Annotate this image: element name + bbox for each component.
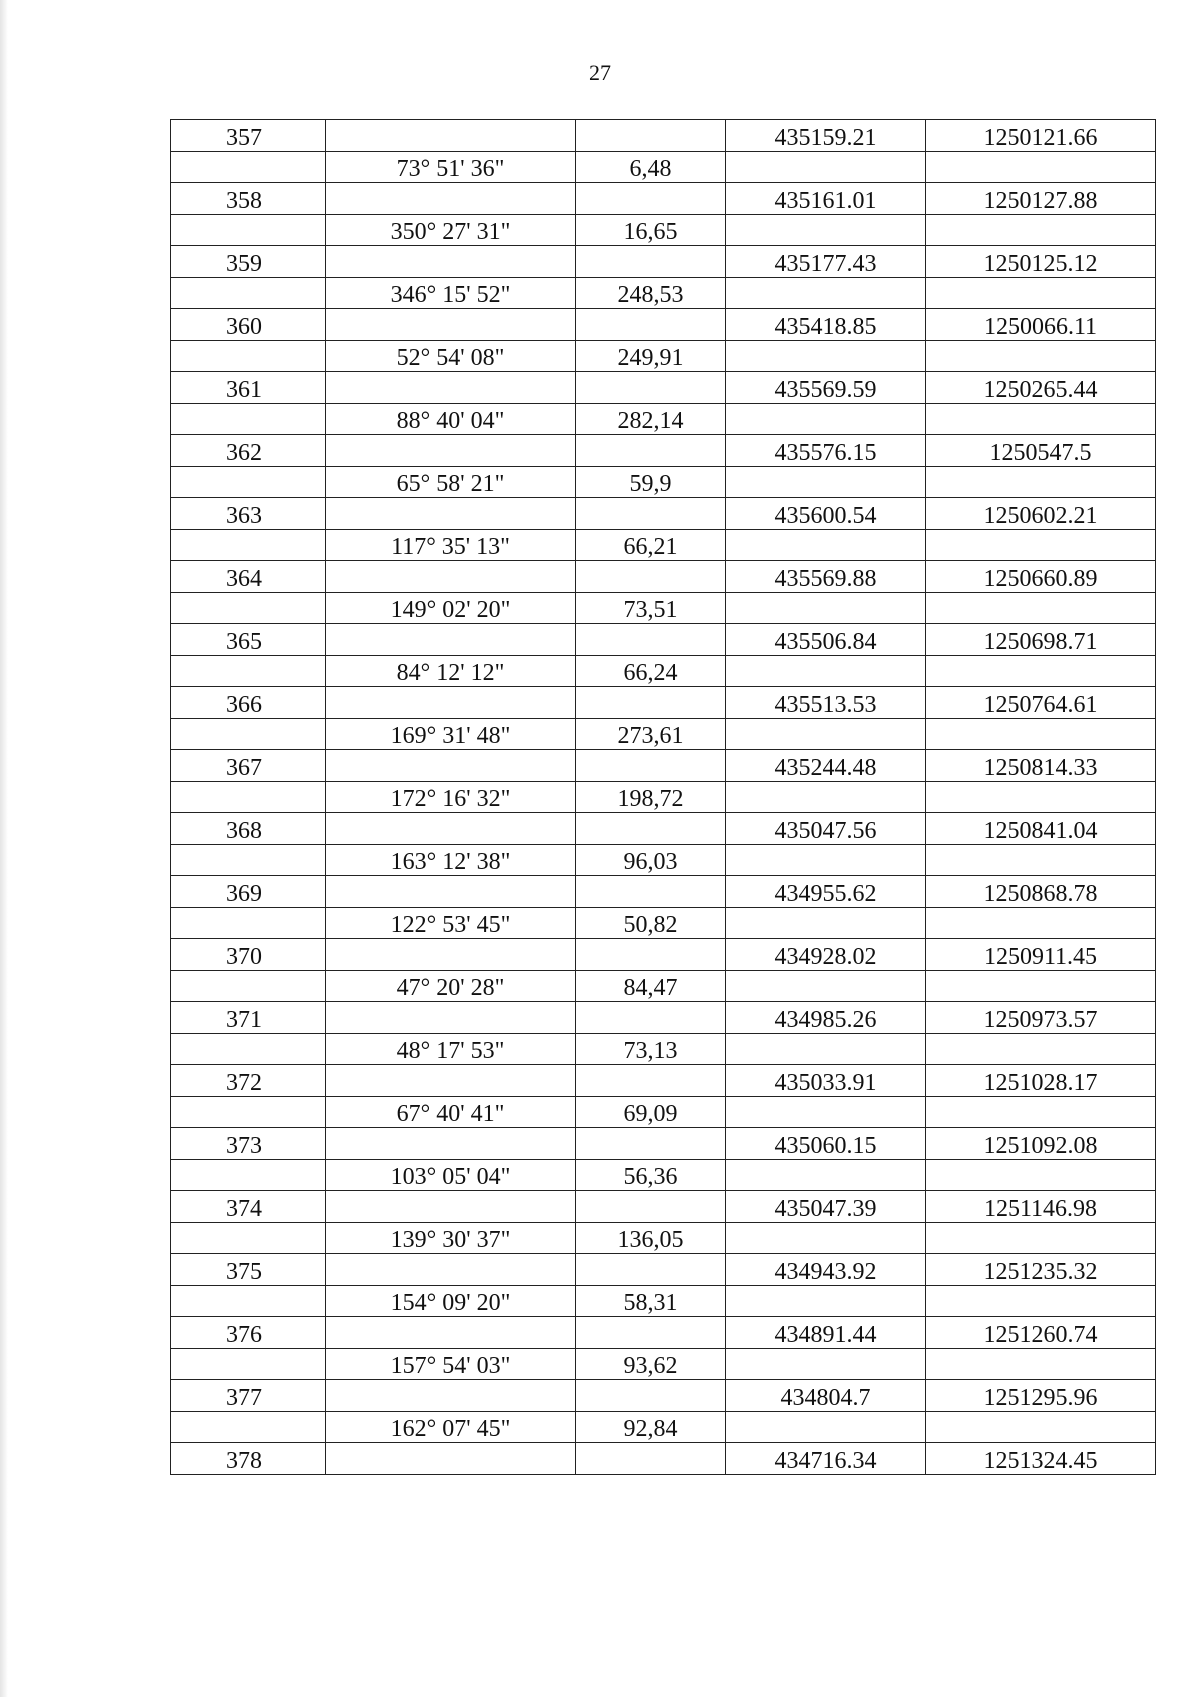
x-coordinate-cell [726,1033,926,1065]
segment-length-cell [576,1443,726,1475]
direction-angle-cell [326,750,576,782]
y-coordinate-cell: 1251235.32 [926,1254,1156,1286]
x-coordinate-cell: 435177.43 [726,246,926,278]
y-coordinate-cell [926,781,1156,813]
x-coordinate-cell [726,907,926,939]
direction-angle-cell: 139° 30' 37" [326,1222,576,1254]
y-coordinate-cell: 1250066.11 [926,309,1156,341]
direction-angle-cell [326,1380,576,1412]
point-number-cell [171,655,326,687]
direction-angle-cell: 67° 40' 41" [326,1096,576,1128]
direction-angle-cell [326,1254,576,1286]
table-row-point [171,624,1156,656]
x-coordinate-cell [726,1348,926,1380]
direction-angle-cell: 88° 40' 04" [326,403,576,435]
point-number-cell [171,466,326,498]
point-number-cell: 367 [171,750,326,782]
x-coordinate-cell: 434891.44 [726,1317,926,1349]
table-row-point [171,813,1156,845]
point-number-cell: 368 [171,813,326,845]
x-coordinate-cell [726,529,926,561]
segment-length-cell [576,876,726,908]
direction-angle-cell: 47° 20' 28" [326,970,576,1002]
point-number-cell [171,844,326,876]
table-row-point [171,435,1156,467]
y-coordinate-cell: 1250973.57 [926,1002,1156,1034]
segment-length-cell: 66,24 [576,655,726,687]
y-coordinate-cell [926,1033,1156,1065]
direction-angle-cell [326,309,576,341]
table-row-segment [171,1222,1156,1254]
x-coordinate-cell [726,1222,926,1254]
y-coordinate-cell: 1250868.78 [926,876,1156,908]
table-row-point [171,309,1156,341]
segment-length-cell [576,120,726,152]
table-row-point [171,1191,1156,1223]
segment-length-cell: 198,72 [576,781,726,813]
coordinates-table [170,119,1156,1475]
table-row-segment [171,655,1156,687]
y-coordinate-cell: 1250814.33 [926,750,1156,782]
direction-angle-cell: 65° 58' 21" [326,466,576,498]
segment-length-cell: 59,9 [576,466,726,498]
table-row-segment [171,403,1156,435]
point-number-cell: 375 [171,1254,326,1286]
table-row-point [171,687,1156,719]
segment-length-cell [576,750,726,782]
x-coordinate-cell: 434804.7 [726,1380,926,1412]
point-number-cell [171,907,326,939]
segment-length-cell [576,246,726,278]
y-coordinate-cell: 1250698.71 [926,624,1156,656]
segment-length-cell [576,309,726,341]
x-coordinate-cell: 435418.85 [726,309,926,341]
point-number-cell [171,1285,326,1317]
point-number-cell [171,403,326,435]
segment-length-cell: 6,48 [576,151,726,183]
segment-length-cell: 273,61 [576,718,726,750]
x-coordinate-cell [726,214,926,246]
point-number-cell: 358 [171,183,326,215]
direction-angle-cell [326,687,576,719]
x-coordinate-cell [726,970,926,1002]
table-row-point [171,1443,1156,1475]
point-number-cell [171,1159,326,1191]
x-coordinate-cell [726,466,926,498]
x-coordinate-cell: 435047.39 [726,1191,926,1223]
direction-angle-cell: 73° 51' 36" [326,151,576,183]
table-row-point [171,876,1156,908]
segment-length-cell: 73,13 [576,1033,726,1065]
direction-angle-cell [326,876,576,908]
direction-angle-cell: 84° 12' 12" [326,655,576,687]
table-row-segment [171,970,1156,1002]
x-coordinate-cell [726,277,926,309]
x-coordinate-cell: 435576.15 [726,435,926,467]
point-number-cell: 377 [171,1380,326,1412]
direction-angle-cell [326,372,576,404]
x-coordinate-cell [726,1159,926,1191]
table-row-segment [171,214,1156,246]
table-row-segment [171,340,1156,372]
segment-length-cell: 92,84 [576,1411,726,1443]
direction-angle-cell: 52° 54' 08" [326,340,576,372]
table-row-segment [171,781,1156,813]
y-coordinate-cell [926,718,1156,750]
segment-length-cell [576,1128,726,1160]
y-coordinate-cell [926,592,1156,624]
table-row-segment [171,1348,1156,1380]
table-row-point [171,1317,1156,1349]
point-number-cell: 362 [171,435,326,467]
x-coordinate-cell [726,1411,926,1443]
segment-length-cell [576,372,726,404]
y-coordinate-cell: 1251092.08 [926,1128,1156,1160]
point-number-cell: 361 [171,372,326,404]
point-number-cell: 359 [171,246,326,278]
point-number-cell: 369 [171,876,326,908]
x-coordinate-cell: 435513.53 [726,687,926,719]
y-coordinate-cell [926,844,1156,876]
segment-length-cell: 66,21 [576,529,726,561]
segment-length-cell [576,939,726,971]
segment-length-cell: 50,82 [576,907,726,939]
y-coordinate-cell: 1251028.17 [926,1065,1156,1097]
x-coordinate-cell: 435060.15 [726,1128,926,1160]
table-row-point [171,120,1156,152]
point-number-cell [171,592,326,624]
direction-angle-cell [326,1317,576,1349]
y-coordinate-cell: 1250265.44 [926,372,1156,404]
y-coordinate-cell: 1250660.89 [926,561,1156,593]
y-coordinate-cell: 1250764.61 [926,687,1156,719]
point-number-cell: 366 [171,687,326,719]
y-coordinate-cell [926,1285,1156,1317]
table-row-point [171,1128,1156,1160]
direction-angle-cell: 157° 54' 03" [326,1348,576,1380]
table-row-segment [171,1285,1156,1317]
point-number-cell [171,1096,326,1128]
y-coordinate-cell [926,277,1156,309]
point-number-cell: 370 [171,939,326,971]
y-coordinate-cell: 1251295.96 [926,1380,1156,1412]
table-row-point [171,1380,1156,1412]
y-coordinate-cell [926,1222,1156,1254]
x-coordinate-cell: 435047.56 [726,813,926,845]
direction-angle-cell: 122° 53' 45" [326,907,576,939]
y-coordinate-cell: 1250911.45 [926,939,1156,971]
y-coordinate-cell [926,340,1156,372]
point-number-cell: 364 [171,561,326,593]
direction-angle-cell: 154° 09' 20" [326,1285,576,1317]
segment-length-cell [576,813,726,845]
direction-angle-cell [326,561,576,593]
page-number: 27 [589,60,611,85]
y-coordinate-cell: 1250127.88 [926,183,1156,215]
x-coordinate-cell: 435033.91 [726,1065,926,1097]
segment-length-cell: 93,62 [576,1348,726,1380]
segment-length-cell [576,183,726,215]
table-row-segment [171,466,1156,498]
x-coordinate-cell: 434955.62 [726,876,926,908]
segment-length-cell: 58,31 [576,1285,726,1317]
segment-length-cell [576,561,726,593]
point-number-cell: 360 [171,309,326,341]
y-coordinate-cell [926,907,1156,939]
direction-angle-cell: 162° 07' 45" [326,1411,576,1443]
direction-angle-cell: 169° 31' 48" [326,718,576,750]
x-coordinate-cell [726,340,926,372]
x-coordinate-cell: 435159.21 [726,120,926,152]
table-row-point [171,1002,1156,1034]
point-number-cell [171,277,326,309]
x-coordinate-cell [726,592,926,624]
y-coordinate-cell [926,1411,1156,1443]
table-row-segment [171,1159,1156,1191]
direction-angle-cell [326,624,576,656]
x-coordinate-cell: 434928.02 [726,939,926,971]
direction-angle-cell [326,246,576,278]
direction-angle-cell: 48° 17' 53" [326,1033,576,1065]
y-coordinate-cell: 1251324.45 [926,1443,1156,1475]
direction-angle-cell [326,183,576,215]
table-row-segment [171,277,1156,309]
direction-angle-cell: 163° 12' 38" [326,844,576,876]
y-coordinate-cell: 1250602.21 [926,498,1156,530]
x-coordinate-cell [726,655,926,687]
point-number-cell: 371 [171,1002,326,1034]
y-coordinate-cell: 1250121.66 [926,120,1156,152]
segment-length-cell: 248,53 [576,277,726,309]
x-coordinate-cell [726,151,926,183]
table-row-segment [171,844,1156,876]
direction-angle-cell: 172° 16' 32" [326,781,576,813]
x-coordinate-cell: 435569.59 [726,372,926,404]
direction-angle-cell [326,120,576,152]
y-coordinate-cell: 1250125.12 [926,246,1156,278]
segment-length-cell [576,624,726,656]
direction-angle-cell: 103° 05' 04" [326,1159,576,1191]
scan-edge-shadow [0,0,8,1697]
x-coordinate-cell: 435244.48 [726,750,926,782]
point-number-cell [171,151,326,183]
coordinates-table-body [171,120,1156,1475]
y-coordinate-cell [926,1159,1156,1191]
direction-angle-cell [326,1128,576,1160]
y-coordinate-cell: 1251146.98 [926,1191,1156,1223]
table-row-segment [171,1411,1156,1443]
segment-length-cell: 69,09 [576,1096,726,1128]
segment-length-cell [576,1254,726,1286]
y-coordinate-cell [926,1096,1156,1128]
segment-length-cell: 96,03 [576,844,726,876]
table-row-point [171,939,1156,971]
table-row-segment [171,907,1156,939]
direction-angle-cell [326,498,576,530]
segment-length-cell [576,687,726,719]
direction-angle-cell [326,435,576,467]
y-coordinate-cell: 1250547.5 [926,435,1156,467]
y-coordinate-cell [926,529,1156,561]
y-coordinate-cell: 1251260.74 [926,1317,1156,1349]
segment-length-cell [576,1002,726,1034]
point-number-cell [171,781,326,813]
point-number-cell [171,340,326,372]
point-number-cell [171,718,326,750]
table-row-point [171,750,1156,782]
y-coordinate-cell [926,214,1156,246]
point-number-cell: 372 [171,1065,326,1097]
direction-angle-cell: 350° 27' 31" [326,214,576,246]
segment-length-cell [576,1191,726,1223]
point-number-cell: 374 [171,1191,326,1223]
point-number-cell [171,970,326,1002]
point-number-cell [171,1411,326,1443]
table-row-point [171,1254,1156,1286]
table-row-point [171,561,1156,593]
point-number-cell: 373 [171,1128,326,1160]
x-coordinate-cell [726,844,926,876]
table-row-segment [171,718,1156,750]
x-coordinate-cell: 435600.54 [726,498,926,530]
direction-angle-cell [326,939,576,971]
table-row-segment [171,1096,1156,1128]
point-number-cell: 378 [171,1443,326,1475]
direction-angle-cell: 117° 35' 13" [326,529,576,561]
segment-length-cell [576,1065,726,1097]
x-coordinate-cell: 435161.01 [726,183,926,215]
point-number-cell [171,1033,326,1065]
table-row-segment [171,1033,1156,1065]
segment-length-cell: 56,36 [576,1159,726,1191]
segment-length-cell [576,498,726,530]
x-coordinate-cell [726,1096,926,1128]
direction-angle-cell: 346° 15' 52" [326,277,576,309]
table-row-segment [171,592,1156,624]
x-coordinate-cell [726,1285,926,1317]
y-coordinate-cell [926,151,1156,183]
y-coordinate-cell [926,466,1156,498]
table-row-point [171,372,1156,404]
segment-length-cell: 84,47 [576,970,726,1002]
x-coordinate-cell: 434716.34 [726,1443,926,1475]
y-coordinate-cell [926,1348,1156,1380]
table-row-segment [171,529,1156,561]
table-row-point [171,246,1156,278]
segment-length-cell: 249,91 [576,340,726,372]
point-number-cell: 357 [171,120,326,152]
segment-length-cell [576,435,726,467]
x-coordinate-cell [726,718,926,750]
point-number-cell [171,1348,326,1380]
y-coordinate-cell [926,403,1156,435]
point-number-cell: 363 [171,498,326,530]
x-coordinate-cell: 434985.26 [726,1002,926,1034]
x-coordinate-cell: 435506.84 [726,624,926,656]
x-coordinate-cell [726,403,926,435]
segment-length-cell: 16,65 [576,214,726,246]
segment-length-cell [576,1380,726,1412]
table-row-point [171,1065,1156,1097]
table-row-point [171,183,1156,215]
point-number-cell [171,529,326,561]
point-number-cell [171,214,326,246]
point-number-cell: 365 [171,624,326,656]
direction-angle-cell [326,1065,576,1097]
y-coordinate-cell [926,970,1156,1002]
y-coordinate-cell [926,655,1156,687]
segment-length-cell: 73,51 [576,592,726,624]
direction-angle-cell [326,1002,576,1034]
direction-angle-cell: 149° 02' 20" [326,592,576,624]
segment-length-cell: 136,05 [576,1222,726,1254]
y-coordinate-cell: 1250841.04 [926,813,1156,845]
table-row-point [171,498,1156,530]
point-number-cell [171,1222,326,1254]
direction-angle-cell [326,813,576,845]
direction-angle-cell [326,1191,576,1223]
point-number-cell: 376 [171,1317,326,1349]
direction-angle-cell [326,1443,576,1475]
x-coordinate-cell: 435569.88 [726,561,926,593]
x-coordinate-cell [726,781,926,813]
x-coordinate-cell: 434943.92 [726,1254,926,1286]
segment-length-cell: 282,14 [576,403,726,435]
segment-length-cell [576,1317,726,1349]
table-row-segment [171,151,1156,183]
